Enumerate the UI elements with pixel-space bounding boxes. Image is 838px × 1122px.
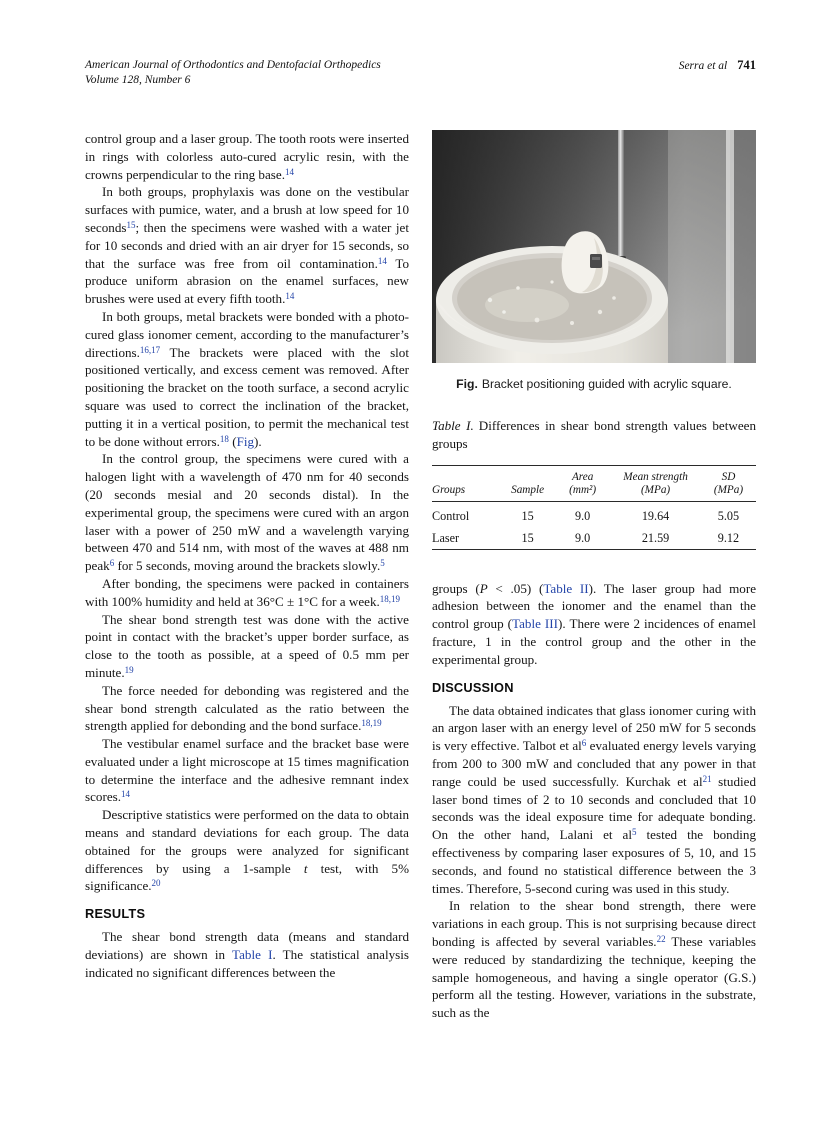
text-run: groups ( [432, 580, 480, 596]
text-run: The vestibular enamel surface and the bracket base were evaluated under a light microscope at 15 times magnification to determine the interface and the adhesive remnant index scores. [85, 736, 409, 805]
paragraph [85, 806, 409, 895]
citation-ref[interactable]: 6 [109, 558, 115, 569]
cell-mean-strength: 19.64 [641, 508, 670, 523]
text-run: P [479, 580, 488, 596]
running-head [85, 58, 756, 87]
text-run: control group and a laser group. The tooth roots were inserted in rings with colorless auto-cured acrylic resin, with the crowns perpendicular to the ring base. [85, 131, 409, 182]
paragraph [85, 611, 409, 682]
citation-ref[interactable]: 5 [632, 827, 637, 838]
text-run: ). There were 2 incidences of enamel fracture, 1 in the control group and the other in the experimental group. [432, 616, 757, 667]
col-header-sd [701, 465, 756, 501]
text-run: After bonding, the specimens were packed in containers with 100% humidity and held at 36°C ± 1°C for a week. [85, 575, 409, 609]
two-column-layout [85, 130, 756, 1022]
paragraph [85, 130, 409, 183]
paragraph [85, 928, 409, 981]
figure-photo [432, 130, 756, 363]
text-run: for 5 seconds, moving around the brackets slowly. [114, 558, 381, 574]
table-row [432, 527, 756, 550]
table-1-caption-label: Table I. [432, 418, 474, 433]
figure-caption-text: Bracket positioning guided with acrylic square. [481, 377, 732, 391]
citation-ref[interactable]: 5 [380, 558, 385, 569]
table-header-row [432, 465, 756, 501]
text-run: . The statistical analysis indicated no significant differences between the [85, 947, 409, 980]
col-header-line: Groups [432, 483, 466, 496]
citation-ref[interactable]: 14 [121, 789, 130, 800]
table-1-caption [432, 417, 756, 453]
text-run: test, with 5% significance. [85, 860, 410, 894]
text-run: studied laser bond times of 2 to 10 seconds and concluded that 10 seconds was the ideal exposure time for adequate bonding. On the other hand, Lalani et al [432, 773, 756, 843]
figure-caption [432, 377, 756, 391]
left-column [85, 130, 409, 1022]
cross-ref-link[interactable]: Table II [543, 580, 589, 596]
text-run: ). The laser group had more adhesion between the ionomer and the enamel than the control group ( [432, 580, 756, 632]
col-header-line: Mean strength [623, 470, 688, 483]
text-run: ( [228, 433, 237, 449]
citation-ref[interactable]: 18,19 [361, 718, 382, 729]
cell-sample: 15 [521, 508, 534, 523]
citation-ref[interactable]: 16,17 [139, 344, 161, 355]
citation-ref[interactable]: 14 [285, 291, 295, 302]
cell-area: 9.0 [575, 530, 591, 545]
journal-issue: Volume 128, Number 6 [85, 73, 191, 86]
text-run: In both groups, prophylaxis was done on the vestibular surfaces with pumice, water, and a brush at low speed for 10 seconds [85, 184, 409, 235]
paragraph [85, 682, 409, 735]
cell-area: 9.0 [575, 508, 591, 523]
text-run: evaluated energy levels varying from 200 to 300 mW and concluded that any power in that range could be used successfully. Kurchak et al [432, 738, 756, 789]
citation-ref[interactable]: 15 [126, 219, 136, 230]
text-run: To produce uniform abrasion on the enamel surfaces, new brushes were used at every fifth tooth. [85, 255, 409, 307]
citation-ref[interactable]: 22 [656, 933, 666, 944]
text-run: The shear bond strength test was done with the active point in contact with the bracket’s upper border surface, as close to the tooth as possible, at a speed of 0.5 mm per minute. [85, 611, 409, 680]
text-run: In both groups, metal brackets were bonded with a photo-cured glass ionomer cement, according to the manufacturer’s directions. [85, 308, 409, 360]
text-run: tested the bonding effectiveness by comparing laser exposures of 5, 10, and 15 seconds, and found no statistical difference between the 3 times. Therefore, 5-second curing was used in this study. [432, 827, 756, 896]
col-header-line: Sample [511, 483, 545, 496]
cell-mean-strength: 21.59 [641, 530, 670, 545]
paragraph [432, 897, 756, 1022]
col-header-line: SD [721, 470, 736, 483]
text-run: ; then the specimens were washed with a water jet for 10 seconds and dried with an air dryer for 15 seconds, so that the surface was free from oil contamination. [85, 219, 409, 271]
col-header-line: (MPa) [640, 483, 671, 496]
author-header [679, 58, 756, 74]
cell-sample: 15 [521, 530, 534, 545]
citation-ref[interactable]: 18 [219, 433, 229, 444]
citation-ref[interactable]: 14 [284, 166, 294, 177]
text-run: Descriptive statistics were performed on the data to obtain means and standard deviations for each group. The data obtained for the groups were analyzed for significant differences by using a 1-sample [85, 807, 409, 876]
cell-sd: 9.12 [717, 530, 740, 545]
text-run: These variables were reduced by standardizing the technique, keeping the sample homogeneous, and having a single operator (G.S.) perform all the testing. However, variations in the substrate, such as the [432, 933, 756, 1021]
col-header-groups [432, 465, 500, 501]
authors-label: Serra et al [678, 60, 728, 72]
paragraph [85, 575, 409, 611]
col-header-area [555, 465, 610, 501]
citation-ref[interactable]: 6 [581, 738, 587, 749]
paragraph [85, 450, 409, 575]
citation-ref[interactable]: 20 [151, 878, 161, 889]
right-column [432, 130, 756, 1022]
citation-ref[interactable]: 21 [702, 773, 712, 784]
paragraph [85, 735, 409, 806]
paragraph [85, 308, 409, 450]
text-run: In relation to the shear bond strength, there were variations in each group. This is not surprising because direct bonding is affected by several variables. [432, 898, 756, 949]
cross-ref-link[interactable]: Table III [512, 616, 559, 632]
cross-ref-link[interactable]: Table I [232, 947, 273, 963]
page-content [85, 58, 756, 1022]
col-header-line: (MPa) [713, 483, 744, 496]
cell-group: Control [432, 508, 470, 523]
figure-block [432, 130, 756, 391]
text-run: t [303, 860, 308, 876]
shear-bond-strength-table [432, 465, 756, 550]
cross-ref-link[interactable]: Fig [236, 433, 255, 449]
table-1-caption-text: Differences in shear bond strength values between groups [432, 418, 756, 451]
paragraph [432, 702, 756, 898]
text-run: ). [254, 433, 262, 449]
citation-ref[interactable]: 14 [377, 255, 387, 266]
results-heading: RESULTS [85, 906, 146, 922]
text-run: The force needed for debonding was registered and the shear bond strength calculated as the ratio between the strength applied for debonding and the bond surface. [85, 682, 409, 734]
table-1-block [432, 417, 756, 550]
discussion-heading: DISCUSSION [432, 679, 514, 695]
text-run: The brackets were placed with the slot positioned vertically, and excess cement was removed. After positioning the bracket on the tooth surface, a second acrylic square was used to correct the inclination of the bracket, putting it in a vertical position, to permit the mechanical test to be done without errors. [85, 344, 409, 449]
figure-caption-label: Fig. [456, 377, 478, 391]
table-row [432, 501, 756, 527]
text-run: The data obtained indicates that glass ionomer curing with an argon laser with an energy level of 250 mW for 5 seconds is very effective. Talbot et al [432, 702, 756, 754]
col-header-line: Area [571, 470, 594, 483]
cell-group: Laser [432, 530, 460, 545]
col-header-sample [500, 465, 555, 501]
page-number: 741 [737, 58, 756, 72]
journal-title: American Journal of Orthodontics and Dentofacial Orthopedics [85, 59, 381, 71]
journal-header [85, 58, 381, 87]
citation-ref[interactable]: 19 [124, 664, 134, 675]
text-run: < .05) ( [487, 580, 544, 596]
paragraph [85, 183, 409, 308]
col-header-line: (mm²) [569, 483, 597, 496]
citation-ref[interactable]: 18,19 [379, 593, 401, 604]
text-run: In the control group, the specimens were cured with a halogen light with a wavelength of 470 nm for 40 seconds (20 seconds mesial and 20 seconds distal). In the experimental group, the specimens were cured with an argon laser with a power of 250 mW and a wavelength varying between 470 and 514 nm, with most of the waves at 488 nm peak [85, 451, 409, 574]
text-run: The shear bond strength data (means and standard deviations) are shown in [85, 929, 409, 963]
col-header-mean-strength [610, 465, 701, 501]
cell-sd: 5.05 [717, 508, 740, 523]
paragraph [432, 580, 756, 669]
